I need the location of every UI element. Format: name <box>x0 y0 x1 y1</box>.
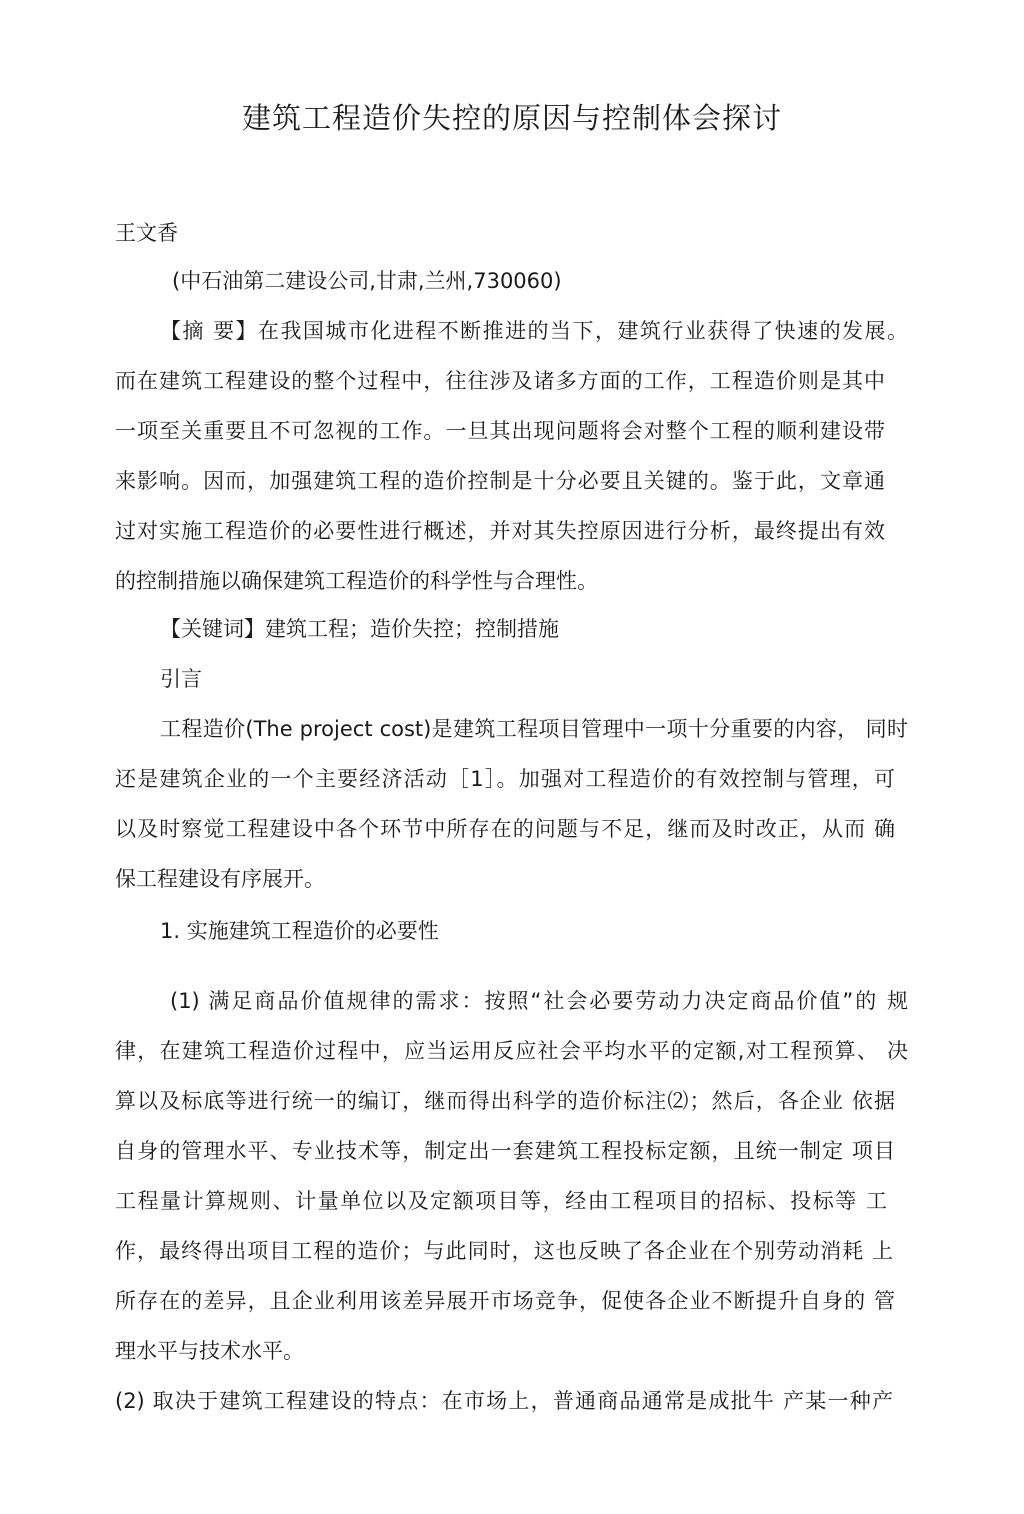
intro-line: 以及时察觉工程建设中各个环节中所存在的问题与不足，继而及时改正，从而 确 <box>115 817 895 841</box>
para1-line: 所存在的差异，且企业利用该差异展开市场竞争，促使各企业不断提升自身的 管 <box>115 1289 895 1313</box>
intro-line: 保工程建设有序展开。 <box>115 867 325 891</box>
document-title: 建筑工程造价失控的原因与控制体会探讨 <box>241 101 782 135</box>
author-affiliation: (中石油第二建设公司,甘肃,兰州,730060) <box>172 269 562 293</box>
abstract-line: 过对实施工程造价的必要性进行概述，并对其失控原因进行分析，最终提出有效 <box>115 519 885 543</box>
abstract-line: 【摘 要】在我国城市化进程不断推进的当下，建筑行业获得了快速的发展。 <box>160 319 908 343</box>
intro-heading: 引言 <box>160 667 202 691</box>
intro-line: 还是建筑企业的一个主要经济活动［1］。加强对工程造价的有效控制与管理，可 <box>115 767 895 791</box>
abstract-line: 一项至关重要且不可忽视的工作。一旦其出现问题将会对整个工程的顺利建设带 <box>115 419 885 443</box>
abstract-line: 来影响。因而，加强建筑工程的造价控制是十分必要且关键的。鉴于此，文章通 <box>115 469 885 493</box>
para1-line: 算以及标底等进行统一的编订，继而得出科学的造价标注⑵；然后，各企业 依据 <box>115 1089 895 1113</box>
para1-line: 作，最终得出项目工程的造价；与此同时，这也反映了各企业在个别劳动消耗 上 <box>115 1239 893 1263</box>
keywords: 【关键词】建筑工程；造价失控；控制措施 <box>160 617 559 641</box>
para1-line: 律，在建筑工程造价过程中，应当运用反应社会平均水平的定额,对工程预算、 决 <box>115 1039 908 1063</box>
para2-line: (2) 取决于建筑工程建设的特点：在市场上，普通商品通常是成批牛 产某一种产 <box>115 1389 893 1413</box>
section-heading: 1. 实施建筑工程造价的必要性 <box>160 919 439 943</box>
para1-line: (1) 满足商品价值规律的需求：按照“社会必要劳动力决定商品价值”的 规 <box>170 989 908 1013</box>
intro-line: 工程造价(The project cost)是建筑工程项目管理中一项十分重要的内容， 同时 <box>160 717 908 741</box>
abstract-line: 的控制措施以确保建筑工程造价的科学性与合理性。 <box>115 569 598 593</box>
author-name: 王文香 <box>115 221 178 245</box>
abstract-line: 而在建筑工程建设的整个过程中，往往涉及诸多方面的工作，工程造价则是其中 <box>115 369 885 393</box>
para1-line: 工程量计算规则、计量单位以及定额项目等，经由工程项目的招标、投标等 工 <box>115 1189 887 1213</box>
para1-line: 自身的管理水平、专业技术等，制定出一套建筑工程投标定额，且统一制定 项目 <box>115 1139 895 1163</box>
para1-line: 理水平与技术水平。 <box>115 1339 304 1363</box>
